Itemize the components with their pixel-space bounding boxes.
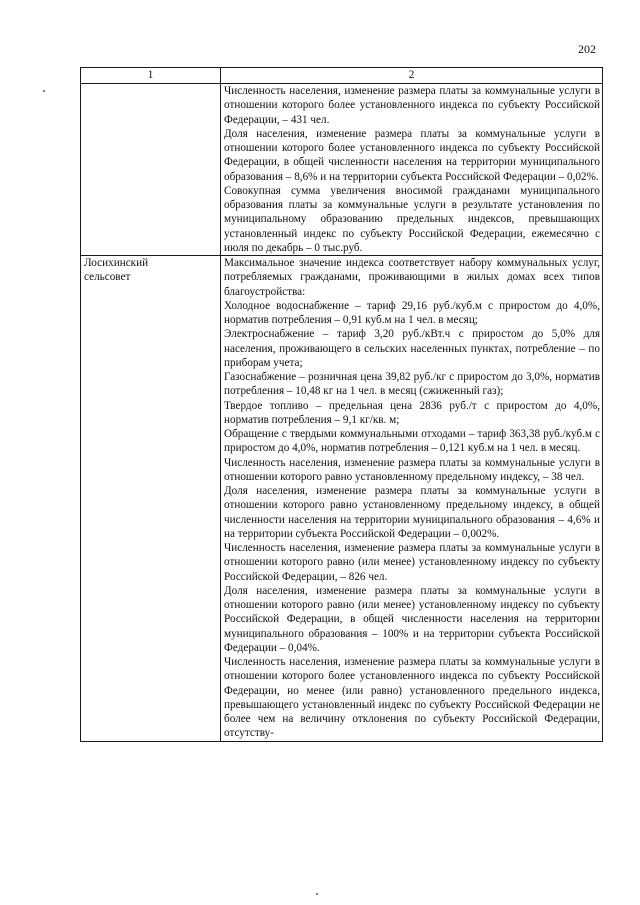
paragraph: Максимальное значение индекса соответствует набору коммунальных услуг, потребляемых гражданами, проживающими в жилых домах всех типов благоустройства: — [224, 257, 600, 298]
table-cell-region-empty — [81, 84, 221, 256]
region-name-line: Лосихинский — [84, 257, 149, 269]
table-row-continuation — [81, 84, 603, 256]
paragraph: Твердое топливо – предельная цена 2836 руб./т с приростом до 4,0%, норматив потребления – 9,1 кг/кв. м; — [224, 399, 600, 426]
region-name-line: сельсовет — [84, 271, 131, 284]
table-cell-description — [221, 84, 603, 256]
document-table — [80, 67, 603, 742]
table-row-losikhinsky — [81, 256, 603, 742]
scan-speck — [316, 893, 318, 895]
table-cell-region — [81, 256, 221, 742]
paragraph: Численность населения, изменение размера платы за коммунальные услуги в отношении которого более установленного индекса по субъекту Российской Федерации, но менее (или равно) установленного предельного индекса, превышающего установленный индекс по субъекту Российской Федерации не более чем на величину отклонения по субъекту Российской Федерации, отсутству- — [224, 656, 600, 740]
column-header-2: 2 — [221, 68, 603, 84]
paragraph: Газоснабжение – розничная цена 39,82 руб./кг с приростом до 3,0%, норматив потребления – 10,48 кг на 1 чел. в месяц (сжиженный газ); — [224, 371, 600, 398]
paragraph: Обращение с твердыми коммунальными отходами – тариф 363,38 руб./куб.м с приростом до 4,0%, норматив потребления – 0,121 куб.м на 1 чел. в месяц. — [224, 428, 600, 455]
paragraph: Доля населения, изменение размера платы за коммунальные услуги в отношении которого более установленного индекса по субъекту Российской Федерации, в общей численности населения на территории муниципального образования – 8,6% и на территории субъекта Российской Федерации – 0,02%. — [224, 127, 600, 183]
paragraph: Электроснабжение – тариф 3,20 руб./кВт.ч с приростом до 5,0% для населения, проживающего в сельских населенных пунктах, потребление – по приборам учета; — [224, 328, 600, 369]
paragraph: Доля населения, изменение размера платы за коммунальные услуги в отношении которого равно установленному предельному индексу, в общей численности населения на территории муниципального образования – 4,6% и на территории субъекта Российской Федерации – 0,002%. — [224, 485, 600, 540]
paragraph: Доля населения, изменение размера платы за коммунальные услуги в отношении которого равно (или менее) установленному индексу по субъекту Российской Федерации, в общей численности населения на территории муниципального образования – 100% и на территории субъекта Российской Федерации – 0,04%. — [224, 584, 600, 654]
table-header-row — [81, 68, 603, 84]
scan-speck — [43, 90, 45, 92]
paragraph: Численность населения, изменение размера платы за коммунальные услуги в отношении которого равно (или менее) установленному индексу по субъекту Российской Федерации, – 826 чел. — [224, 542, 600, 583]
paragraph: Численность населения, изменение размера платы за коммунальные услуги в отношении которого более установленного индекса по субъекту Российской Федерации, – 431 чел. — [224, 85, 600, 126]
column-header-1: 1 — [81, 68, 221, 84]
paragraph: Холодное водоснабжение – тариф 29,16 руб./куб.м с приростом до 4,0%, норматив потребления – 0,91 куб.м на 1 чел. в месяц; — [224, 299, 600, 326]
paragraph: Совокупная сумма увеличения вносимой гражданами муниципального образования платы за коммунальные услуги в результате установления по муниципальному образованию предельных индексов, превышающих установленный индекс по субъекту Российской Федерации, ежемесячно с июля по декабрь – 0 тыс.руб. — [224, 184, 600, 254]
paragraph: Численность населения, изменение размера платы за коммунальные услуги в отношении которого равно установленному предельному индексу, – 38 чел. — [224, 456, 600, 483]
page-number: 202 — [578, 42, 596, 56]
table-cell-description — [221, 256, 603, 742]
